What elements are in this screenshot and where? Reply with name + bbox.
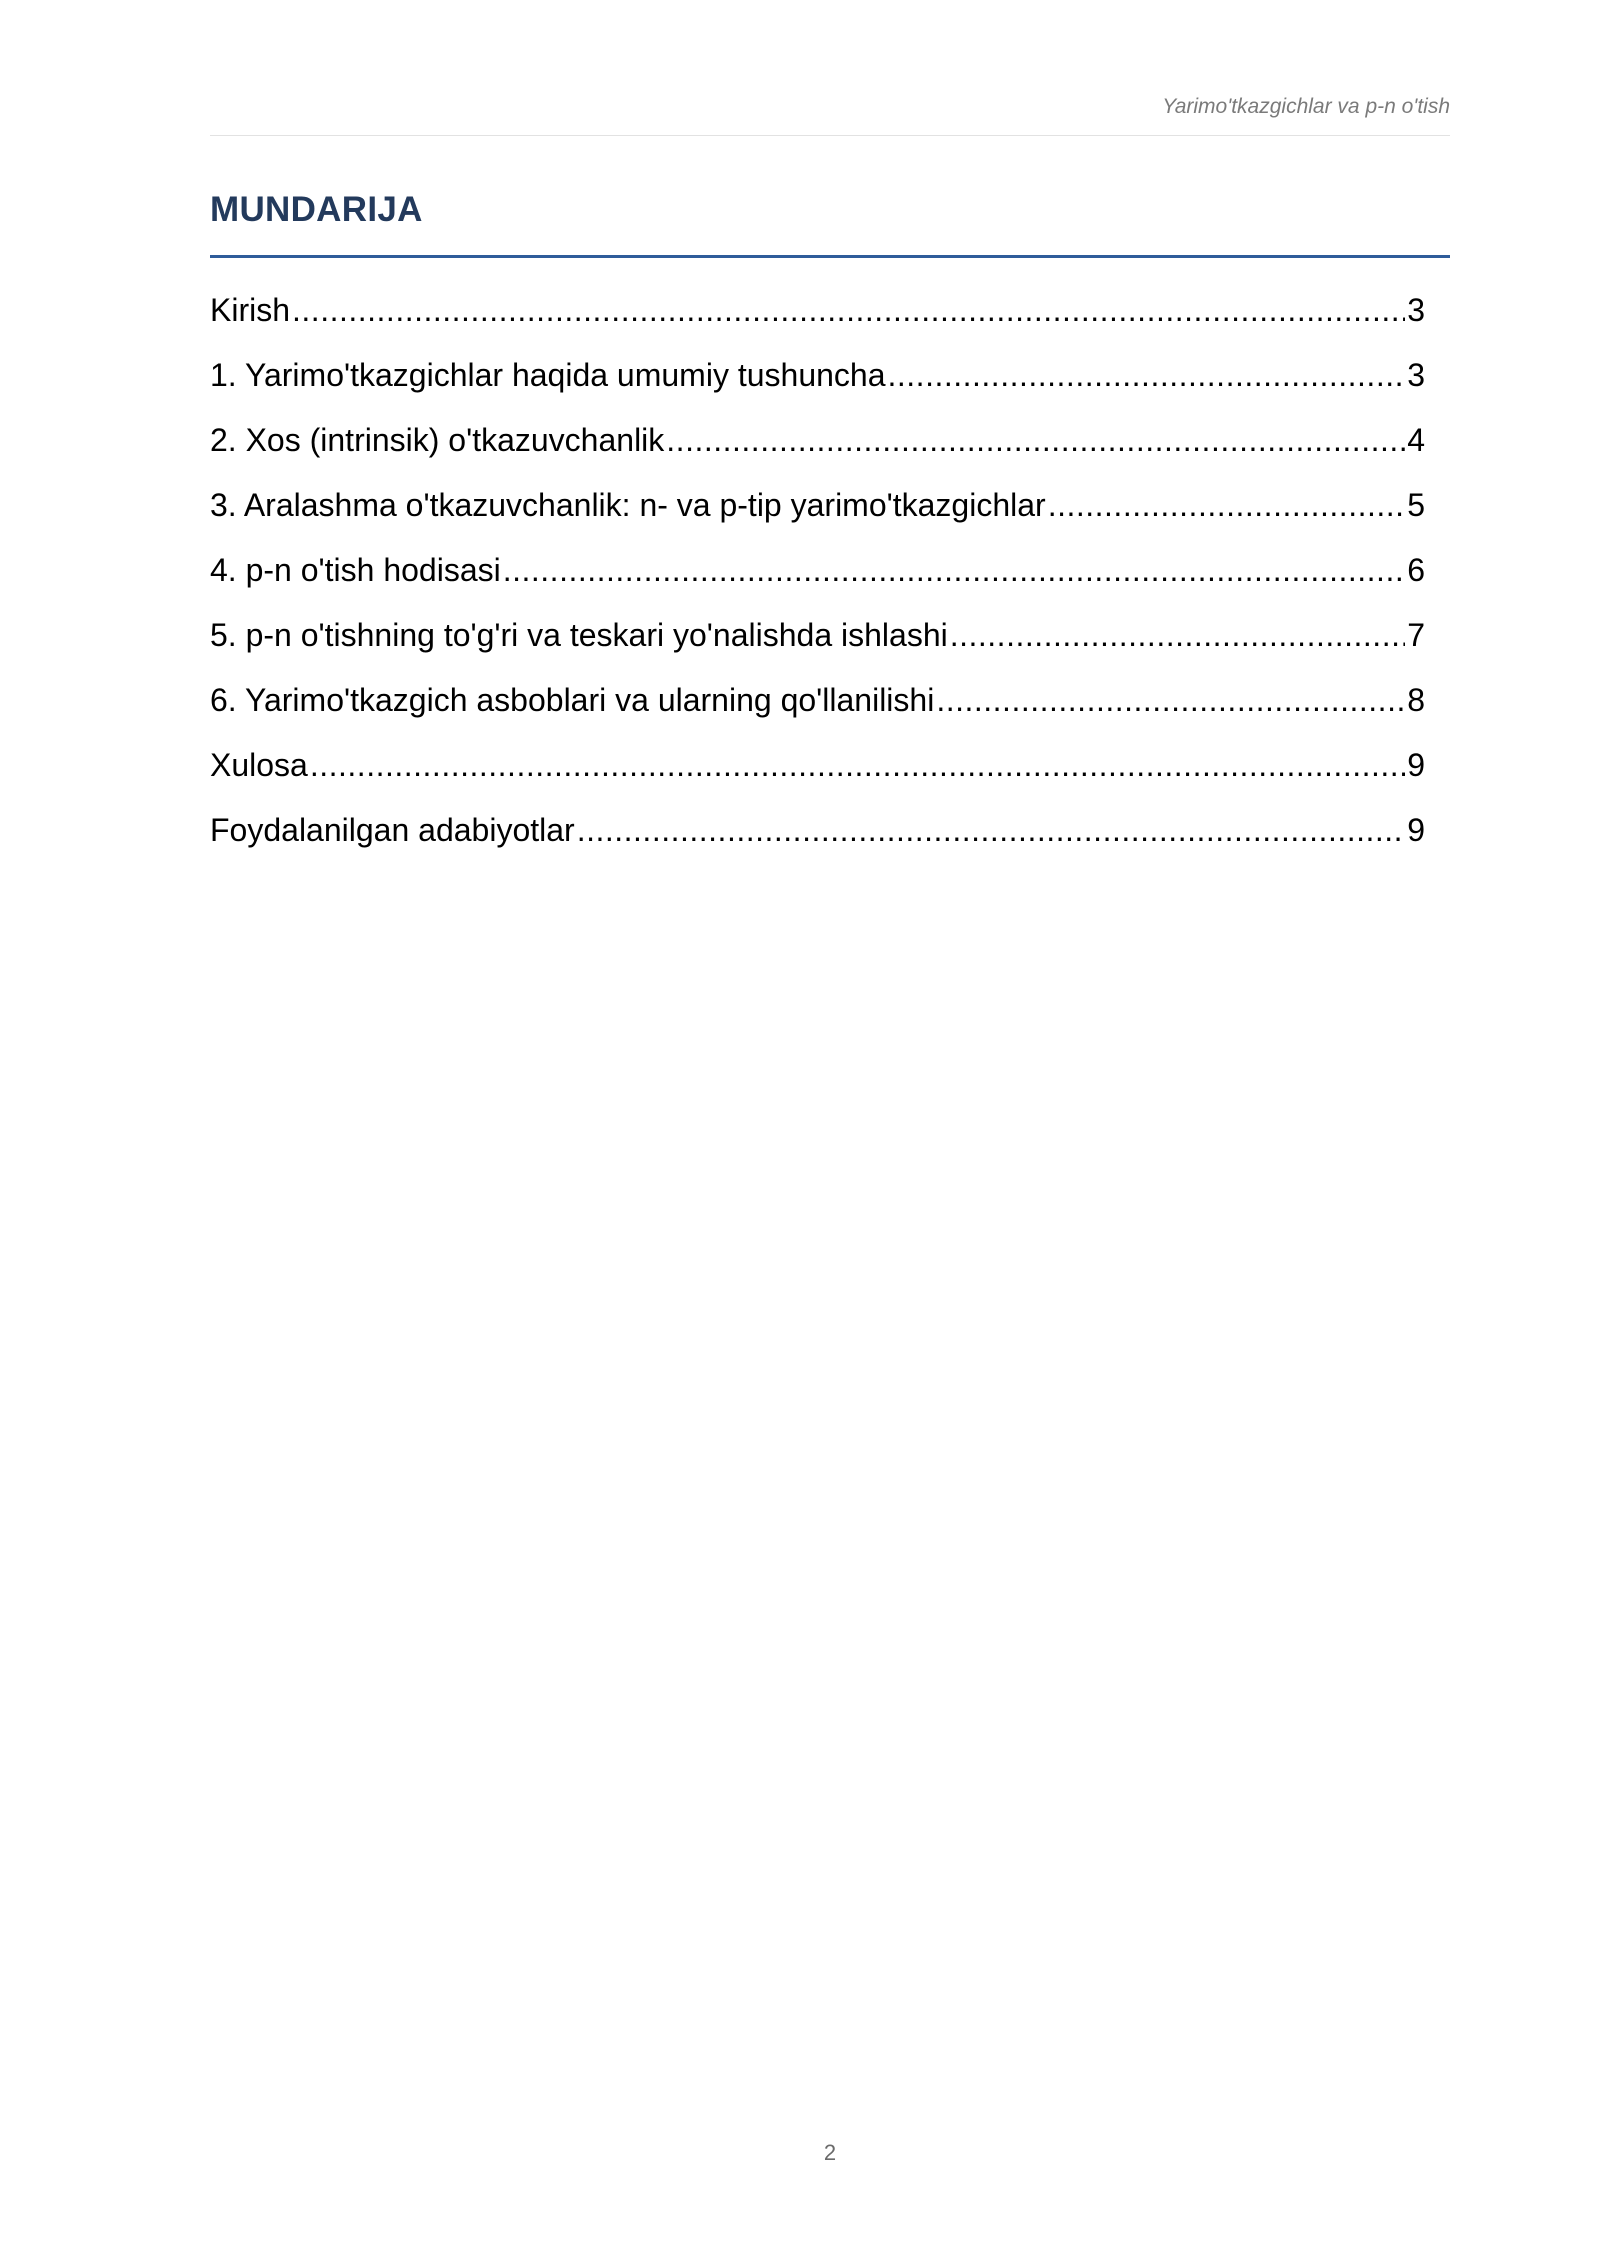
toc-entry-page: 8 xyxy=(1407,682,1425,718)
toc-dot-leader xyxy=(888,350,1406,400)
toc-dot-leader xyxy=(292,285,1405,335)
running-header: Yarimo'tkazgichlar va p-n o'tish xyxy=(1162,95,1450,118)
toc-entry-title: Kirish xyxy=(210,292,291,328)
toc-dot-leader xyxy=(503,545,1405,595)
toc-entry-section-4[interactable] xyxy=(210,545,1425,610)
toc-entry-page: 9 xyxy=(1407,747,1425,783)
toc-entry-title: 4. p-n o'tish hodisasi xyxy=(210,552,501,588)
toc-entry-xulosa[interactable] xyxy=(210,740,1425,805)
toc-dot-leader xyxy=(666,415,1405,465)
toc-dot-leader xyxy=(310,740,1405,790)
toc-heading: MUNDARIJA xyxy=(210,190,423,229)
toc-entry-page: 3 xyxy=(1407,292,1425,328)
toc-entry-page: 9 xyxy=(1407,812,1425,848)
toc-entry-title: 2. Xos (intrinsik) o'tkazuvchanlik xyxy=(210,422,665,458)
toc-dot-leader xyxy=(577,805,1406,855)
toc-entry-page: 5 xyxy=(1407,487,1425,523)
header-divider xyxy=(210,135,1450,136)
toc-entry-title: 6. Yarimo'tkazgich asboblari va ularning qo'llanilishi xyxy=(210,682,935,718)
toc-entry-adabiyotlar[interactable] xyxy=(210,805,1425,870)
toc-entry-title: 5. p-n o'tishning to'g'ri va teskari yo'nalishda ishlashi xyxy=(210,617,948,653)
toc-entry-title: Foydalanilgan adabiyotlar xyxy=(210,812,575,848)
toc-entry-title: 3. Aralashma o'tkazuvchanlik: n- va p-tip yarimo'tkazgichlar xyxy=(210,487,1046,523)
toc-entry-title: 1. Yarimo'tkazgichlar haqida umumiy tushuncha xyxy=(210,357,886,393)
toc-entry-section-5[interactable] xyxy=(210,610,1425,675)
toc-entry-page: 7 xyxy=(1407,617,1425,653)
toc-entry-section-6[interactable] xyxy=(210,675,1425,740)
toc-entry-page: 6 xyxy=(1407,552,1425,588)
toc-entry-section-2[interactable] xyxy=(210,415,1425,480)
page-number: 2 xyxy=(823,2140,837,2165)
toc-entry-section-3[interactable] xyxy=(210,480,1425,545)
toc-dot-leader xyxy=(950,610,1405,660)
toc-dot-leader xyxy=(1048,480,1406,530)
toc-entry-page: 3 xyxy=(1407,357,1425,393)
toc-entry-title: Xulosa xyxy=(210,747,308,783)
toc-entry-kirish[interactable] xyxy=(210,285,1425,350)
toc-entry-section-1[interactable] xyxy=(210,350,1425,415)
toc-heading-divider xyxy=(210,255,1450,258)
toc-entry-page: 4 xyxy=(1407,422,1425,458)
table-of-contents xyxy=(210,285,1425,870)
toc-dot-leader xyxy=(936,675,1405,725)
